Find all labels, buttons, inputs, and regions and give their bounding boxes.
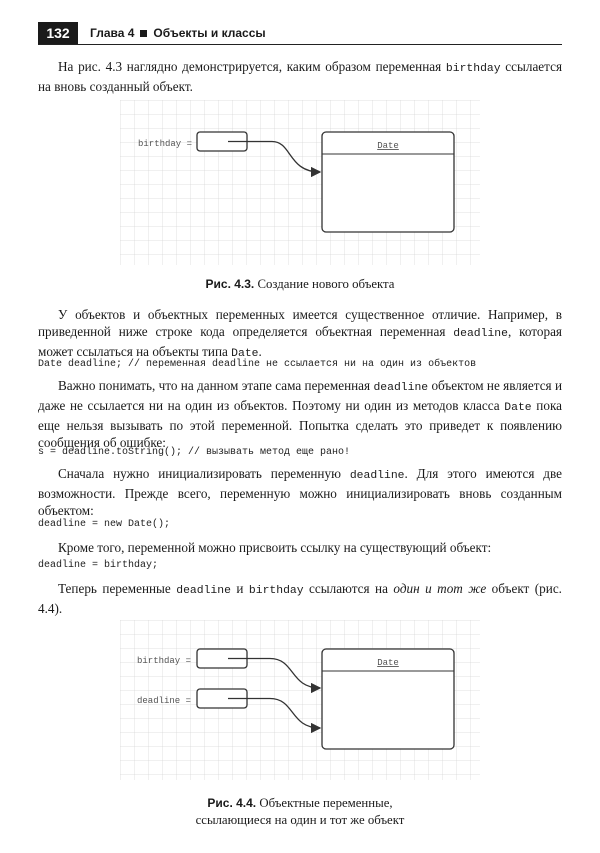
- code-line-tostring: s = deadline.toString(); // вызывать метод еще рано!: [38, 447, 351, 458]
- text: .: [258, 344, 262, 359]
- inline-code: deadline: [373, 382, 429, 394]
- text: Сначала нужно инициализировать переменную: [58, 466, 350, 481]
- paragraph-intro: [38, 58, 562, 95]
- inline-code: deadline: [453, 328, 508, 340]
- caption-text: Создание нового объекта: [254, 277, 395, 291]
- figure-4-4: [120, 620, 480, 780]
- paragraph-important: [38, 377, 562, 451]
- figure-4-3-caption: [38, 276, 562, 293]
- figure-4-3: [120, 100, 480, 265]
- caption-number: Рис. 4.3.: [205, 277, 255, 291]
- running-header: [38, 22, 562, 45]
- text: , которая может ссылаться на объекты типа: [38, 324, 562, 359]
- code-line-new-date: deadline = new Date();: [38, 519, 171, 530]
- emphasis: один и тот же: [393, 581, 487, 596]
- square-bullet-icon: [140, 30, 147, 37]
- page-number: 132: [38, 22, 78, 44]
- paragraph-initialize: [38, 465, 562, 519]
- section-label: Объекты и классы: [153, 26, 266, 40]
- text: и: [230, 581, 249, 596]
- text: На рис. 4.3 наглядно демонстрируется, каким образом переменная: [58, 59, 446, 74]
- text: Важно понимать, что на данном этапе сама переменная: [58, 378, 374, 393]
- date-object-label: Date: [377, 141, 399, 151]
- text: объектом не является и даже не ссылается ни на один из объектов. Поэтому ни один из методов класса: [38, 378, 562, 413]
- caption-text: ссылающиеся на один и тот же объект: [195, 813, 405, 827]
- inline-code: Date: [504, 402, 532, 414]
- text: ссылается на вновь созданный объект.: [38, 59, 563, 94]
- date-object-label: Date: [377, 658, 399, 668]
- text: ссылаются на: [303, 581, 394, 596]
- inline-code: Date: [231, 348, 259, 360]
- text: пока еще нельзя вызывать по этой переменной. Попытка сделать это приведет к появлению сообщения об ошибке:: [38, 398, 563, 450]
- inline-code: birthday: [248, 585, 304, 597]
- birthday-label: birthday =: [137, 656, 192, 666]
- paragraph-same-object: [38, 580, 562, 617]
- inline-code: birthday: [445, 63, 501, 75]
- caption-text: Объектные переменные,: [256, 796, 393, 810]
- chapter-label: Глава 4: [90, 26, 135, 40]
- paragraph-assign: Кроме того, переменной можно присвоить ссылку на существующий объект:: [58, 540, 492, 555]
- text: Теперь переменные: [58, 581, 177, 596]
- text: . Для этого имеются две возможности. Прежде всего, переменную можно инициализировать вновь созданным объектом:: [38, 466, 562, 518]
- deadline-label: deadline =: [137, 696, 192, 706]
- inline-code: deadline: [349, 470, 405, 482]
- text: объект (рис. 4.4).: [38, 581, 562, 616]
- code-line-assign: deadline = birthday;: [38, 560, 159, 571]
- chapter-title: [90, 24, 266, 42]
- paragraph-difference: [38, 306, 562, 363]
- birthday-label: birthday =: [138, 139, 193, 149]
- caption-number: Рис. 4.4.: [207, 796, 257, 810]
- text: У объектов и объектных переменных имеется существенное отличие. Например, в приведенной ниже строке кода определяется объектная переменная: [38, 307, 562, 339]
- code-line-declaration: Date deadline; // переменная deadline не ссылается ни на один из объектов: [38, 359, 477, 370]
- inline-code: deadline: [176, 585, 231, 597]
- figure-4-4-caption: [38, 795, 562, 829]
